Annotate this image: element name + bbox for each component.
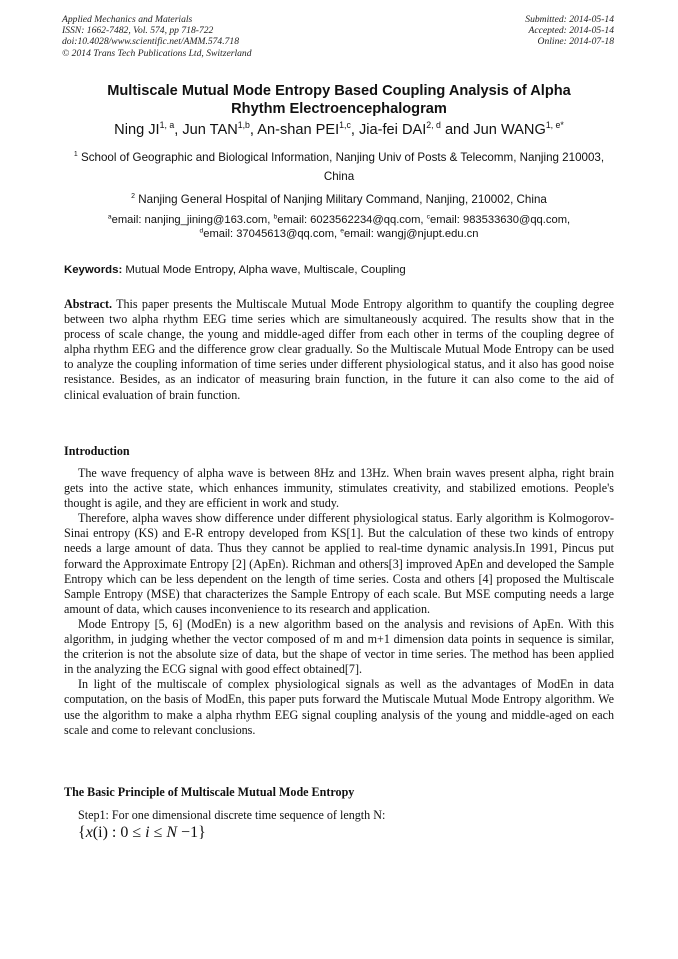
formula-arg: (i) [92,824,108,841]
affiliation-text: School of Geographic and Biological Information, Nanjing Univ of Posts & Telecomm, Nanjing 210003, China [81,151,605,183]
author-name: Jun WANG [473,122,546,138]
author-affil-sup: 2, d [426,120,441,131]
author-emails [62,213,616,241]
keywords-text: Mutual Mode Entropy, Alpha wave, Multiscale, Coupling [122,264,406,276]
journal-name: Applied Mechanics and Materials [62,14,193,25]
author-separator: and [440,122,474,138]
author-separator: , [174,122,183,138]
author-affil-sup: 1,b [237,120,250,131]
author-separator: , [249,122,258,138]
paragraph: Mode Entropy [5, 6] (ModEn) is a new algorithm based on the analysis and revisions of ApEn. With this algorithm, in judging whether the vector composed of m and m+1 dimension data points in sequence is similar, the criterion is not the absolute size of data, but the shape of vector in time series. The method has been applied in the analyzing the ECG signal with good effect obtained[7]. [64,616,614,677]
abstract-text: This paper presents the Multiscale Mutual Mode Entropy algorithm to quantify the coupling degree between two alpha rhythm EEG time series which are simultaneously acquired. The results show that in the process of scale change, the young and middle-aged differ from each other in terms of the coupling degree of alpha rhythm EEG and the difference grow clear gradually. So the Multiscale Mutual Mode Entropy can be used to analyze the coupling information of time series under different physiological status, and it also has good noise resistance. Besides, as an indicator of measuring brain function, in the future it can also come to the aid of clinical evaluation of brain function. [64,297,614,402]
keywords-label: Keywords: [64,264,123,276]
journal-doi: doi:10.4028/www.scientific.net/AMM.574.718 [62,36,240,48]
email-text: email: nanjing_jining@163.com, [111,214,274,226]
email-text: email: 6023562234@qq.com, [277,214,427,226]
paragraph: In light of the multiscale of complex physiological signals as well as the advantages of ModEn in data computation, on the basis of ModEn, this paper puts forward the Mutiscale Mutual Mode Entropy algorithm. We use the algorithm to make a alpha rhythm EEG signal coupling analysis of the young and middle-aged on each scale and come to relevant conclusions. [64,677,614,737]
formula-i: i [145,824,150,841]
accepted-date: Accepted: 2014-05-14 [528,25,614,37]
sequence-formula [78,823,206,843]
affiliation-2 [62,190,616,209]
introduction-body [64,466,614,738]
email-sup: e [340,227,344,235]
affiliation-1 [62,148,616,186]
author-separator: , [350,122,359,138]
journal-header-right [525,14,614,48]
email-text: email: 983533630@qq.com, [430,214,571,226]
author-affil-sup: 1,c [339,120,351,131]
formula-brace: { [78,824,86,841]
introduction-heading: Introduction [64,444,130,458]
email-sup: a [107,213,112,221]
affiliation-text: Nanjing General Hospital of Nanjing Military Command, Nanjing, 210002, China [138,193,547,206]
author-affil-sup: 1, e* [545,120,564,131]
journal-copyright: © 2014 Trans Tech Publications Ltd, Switzerland [62,47,252,59]
journal-issn: ISSN: 1662-7482, Vol. 574, pp 718-722 [62,25,214,37]
step1-text [64,808,614,823]
author-name: Jun TAN [182,122,238,138]
abstract-label: Abstract. [64,297,113,311]
title-line-1: Multiscale Mutual Mode Entropy Based Coupling Analysis of Alpha [107,83,571,99]
emails-line-2 [62,227,616,241]
email-text: email: wangj@njupt.edu.cn [344,228,479,240]
paragraph: Therefore, alpha waves show difference under different physiological status. Early algorithm is Kolmogorov-Sinai entropy (KS) and E-R entropy developed from KS[1]. But the calculation of these two kinds of entropy needs a large amount of data. Thus they cannot be applied to real-time dynamic analysis.In 1991, Pincus put forward the Approximate Entropy [2] (ApEn). Richman and others[3] improved ApEn and developed the Sample Entropy which can be less dependent on the length of time series. Costa and others [4] proposed the Multiscale Sample Entropy (MSE) that characterizes the Sample Entropy of each scale. But MSE computing needs a large amount of data, which causes inconvenience to its research and application. [64,511,614,616]
online-date: Online: 2014-07-18 [537,36,614,48]
paper-title [40,82,638,118]
email-sup: d [199,227,204,235]
author-name: Ning JI [114,122,160,138]
paragraph: Step1: For one dimensional discrete time sequence of length N: [78,808,386,822]
author-affil-sup: 1, a [159,120,175,131]
affiliation-sup: 2 [131,193,136,201]
formula-tail: −1} [177,824,206,841]
keywords [64,263,616,277]
formula-x: x [85,824,93,841]
abstract [64,297,614,403]
author-list [20,121,658,139]
basic-principle-heading: The Basic Principle of Multiscale Mutual Mode Entropy [64,785,355,799]
author-name: An-shan PEI [257,122,340,138]
formula-N: N [166,824,178,841]
email-sup: c [426,213,431,221]
journal-header-left [62,14,252,59]
email-sup: b [273,213,278,221]
email-text: email: 37045613@qq.com, [203,228,341,240]
paragraph: The wave frequency of alpha wave is between 8Hz and 13Hz. When brain waves present alpha, right brain gets into the active state, which enhances immunity, stimulates creativity, and stabilized emotions. People's thought is agile, and they are efficient in work and study. [64,466,614,511]
formula-le: ≤ [149,824,167,841]
submitted-date: Submitted: 2014-05-14 [525,14,614,25]
formula-colon: : 0 ≤ [107,824,146,841]
affiliation-sup: 1 [73,151,78,159]
title-line-2: Rhythm Electroencephalogram [231,101,447,117]
emails-line-1 [62,213,616,227]
author-name: Jia-fei DAI [358,122,427,138]
